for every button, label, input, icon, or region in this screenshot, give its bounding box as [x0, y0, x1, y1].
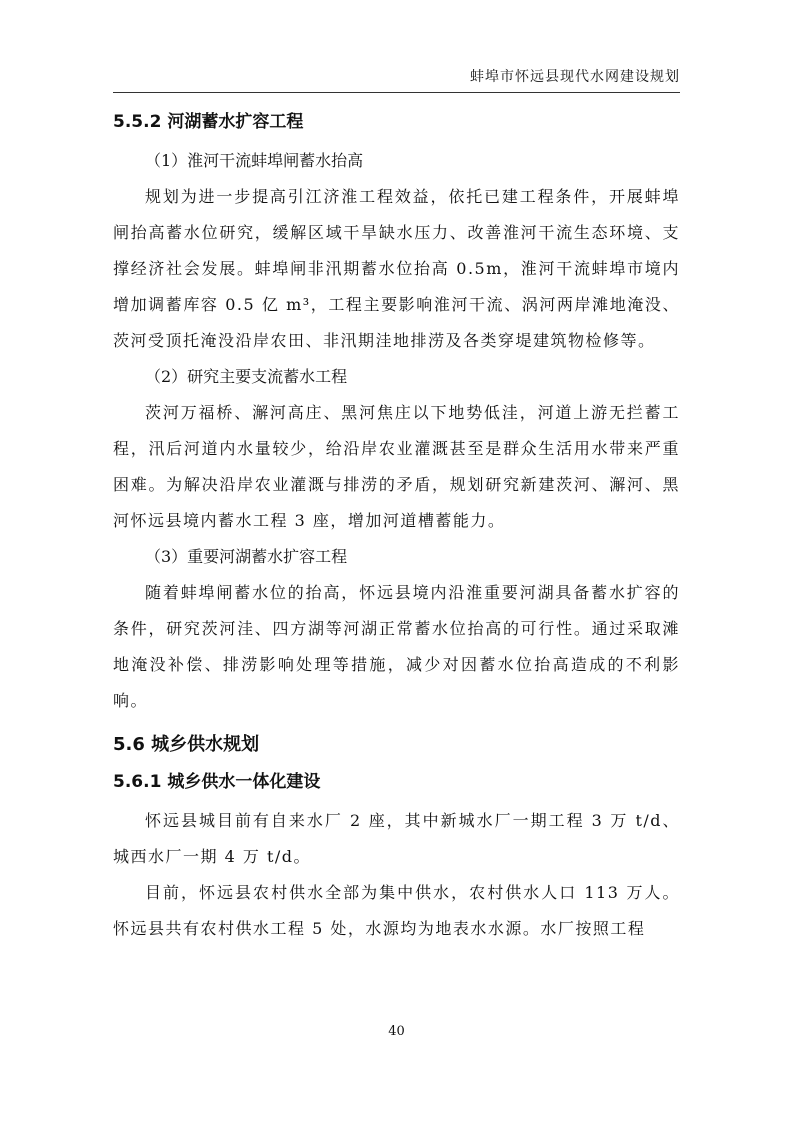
subheading-1: （1）淮河干流蚌埠闸蓄水抬高 [145, 151, 364, 170]
paragraph-bengbu-sluice: 规划为进一步提高引江济淮工程效益，依托已建工程条件，开展蚌埠闸抬高蓄水位研究，缓解区域干旱缺水压力、改善淮河干流生态环境、支撑经济社会发展。蚌埠闸非汛期蓄水位抬高 0.5m，淮河干流蚌埠市境内增加调蓄库容 0.5 亿 m³，工程主要影响淮河干流、涡河两岸滩地淹没、茨河受顶托淹没沿岸农田、非汛期洼地排涝及各类穿堤建筑物检修等。 [113, 187, 680, 350]
page-header [113, 62, 680, 93]
section-heading-5-6: 5.6 城乡供水规划 [113, 734, 260, 755]
paragraph-county-waterworks: 怀远县城目前有自来水厂 2 座，其中新城水厂一期工程 3 万 t/d、城西水厂一期 4 万 t/d。 [113, 811, 680, 866]
subheading-2: （2）研究主要支流蓄水工程 [145, 367, 348, 386]
section-heading-5-6-1: 5.6.1 城乡供水一体化建设 [113, 772, 321, 792]
section-heading-5-5-2: 5.5.2 河湖蓄水扩容工程 [113, 112, 304, 132]
paragraph-rural-supply: 目前，怀远县农村供水全部为集中供水，农村供水人口 113 万人。怀远县共有农村供水工程 5 处，水源均为地表水水源。水厂按照工程 [113, 883, 680, 938]
page-content [113, 107, 680, 947]
header-title: 蚌埠市怀远县现代水网建设规划 [470, 69, 680, 85]
page-number: 40 [388, 1024, 405, 1039]
subheading-3: （3）重要河湖蓄水扩容工程 [145, 547, 348, 566]
paragraph-tributaries: 茨河万福桥、澥河高庄、黑河焦庄以下地势低洼，河道上游无拦蓄工程，汛后河道内水量较少，给沿岸农业灌溉甚至是群众生活用水带来严重困难。为解决沿岸农业灌溉与排涝的矛盾，规划研究新建茨河、澥河、黑河怀远县境内蓄水工程 3 座，增加河道槽蓄能力。 [113, 403, 680, 530]
paragraph-lake-expansion: 随着蚌埠闸蓄水位的抬高，怀远县境内沿淮重要河湖具备蓄水扩容的条件，研究茨河洼、四方湖等河湖正常蓄水位抬高的可行性。通过采取滩地淹没补偿、排涝影响处理等措施，减少对因蓄水位抬高造成的不利影响。 [113, 583, 680, 710]
